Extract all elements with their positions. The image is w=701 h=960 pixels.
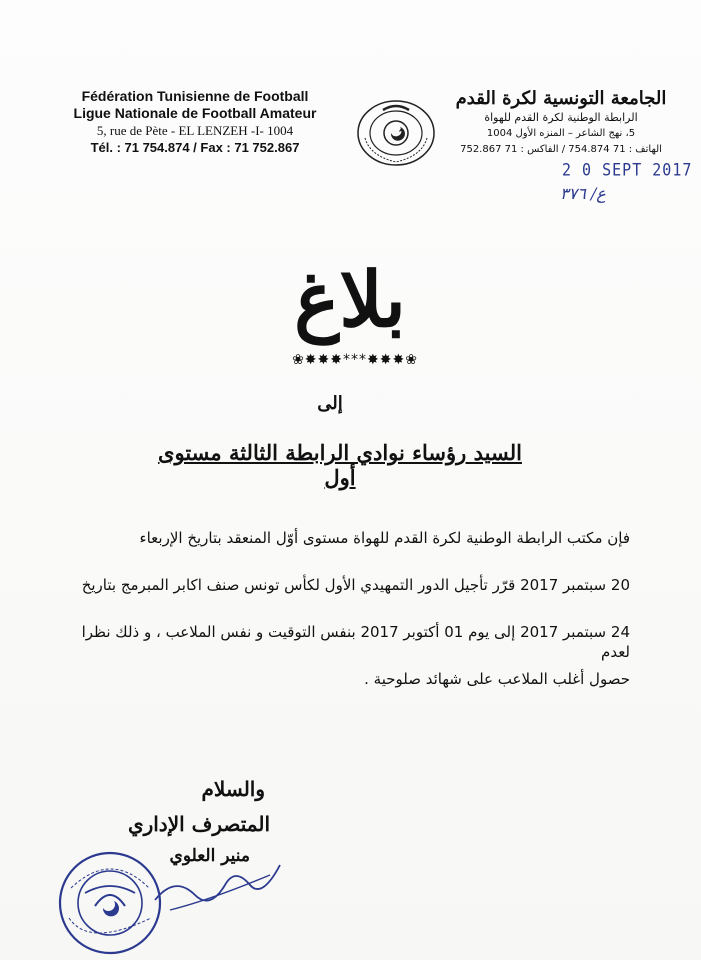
- handwritten-signature-icon: [150, 860, 290, 920]
- league-name-fr: Ligue Nationale de Football Amateur: [73, 105, 317, 121]
- federation-emblem-icon: [355, 98, 437, 168]
- signer-title: المتصرف الإداري: [127, 812, 270, 836]
- contact-ar: الهاتف : 71 754.874 / الفاكس : 71 752.867: [460, 144, 662, 155]
- league-name-ar: الرابطة الوطنية لكرة القدم للهواة: [484, 111, 638, 124]
- official-seal-icon: [55, 848, 165, 958]
- addressee-text: السيد رؤساء نوادي الرابطة الثالثة مستوى أول: [158, 440, 522, 490]
- document-title: بلاغ: [294, 255, 406, 344]
- header-left: [55, 88, 335, 156]
- body-line-2: 20 سبتمبر 2017 قرّر تأجيل الدور التمهيدي الأول لكأس تونس صنف اكابر المبرمج بتاريخ: [81, 576, 630, 594]
- addressee: [140, 440, 540, 490]
- federation-name-fr: Fédération Tunisienne de Football: [81, 88, 309, 104]
- body-line-3: 24 سبتمبر 2017 إلى يوم 01 أكتوبر 2017 بنفس التوقيت و نفس الملاعب ، و ذلك نظرا لعدم: [81, 623, 630, 661]
- title-ornament: ❀✸✸✸***✸✸✸❀: [292, 352, 418, 368]
- contact-fr: Tél. : 71 754.874 / Fax : 71 752.867: [90, 140, 300, 155]
- received-date-stamp: 2 0 SEPT 2017: [562, 159, 693, 181]
- signer-name: منير العلوي: [169, 846, 250, 866]
- body-line-4: حصول أغلب الملاعب على شهائد صلوحية .: [364, 670, 630, 688]
- address-ar: 5، نهج الشاعر – المنزه الأول 1004: [486, 128, 636, 139]
- salutation: والسلام: [201, 777, 265, 801]
- body-line-1: فإن مكتب الرابطة الوطنية لكرة القدم للهواة مستوى أوّل المنعقد بتاريخ الإربعاء: [139, 529, 630, 547]
- header-right: [441, 88, 681, 158]
- handwritten-reference: ع/ ٣٧٦: [560, 184, 606, 203]
- address-fr: 5, rue de Pète - EL LENZEH -I- 1004: [96, 123, 294, 138]
- federation-name-ar: الجامعة التونسية لكرة القدم: [455, 88, 667, 109]
- to-label: إلى: [317, 393, 343, 414]
- body-paragraph: [70, 528, 630, 716]
